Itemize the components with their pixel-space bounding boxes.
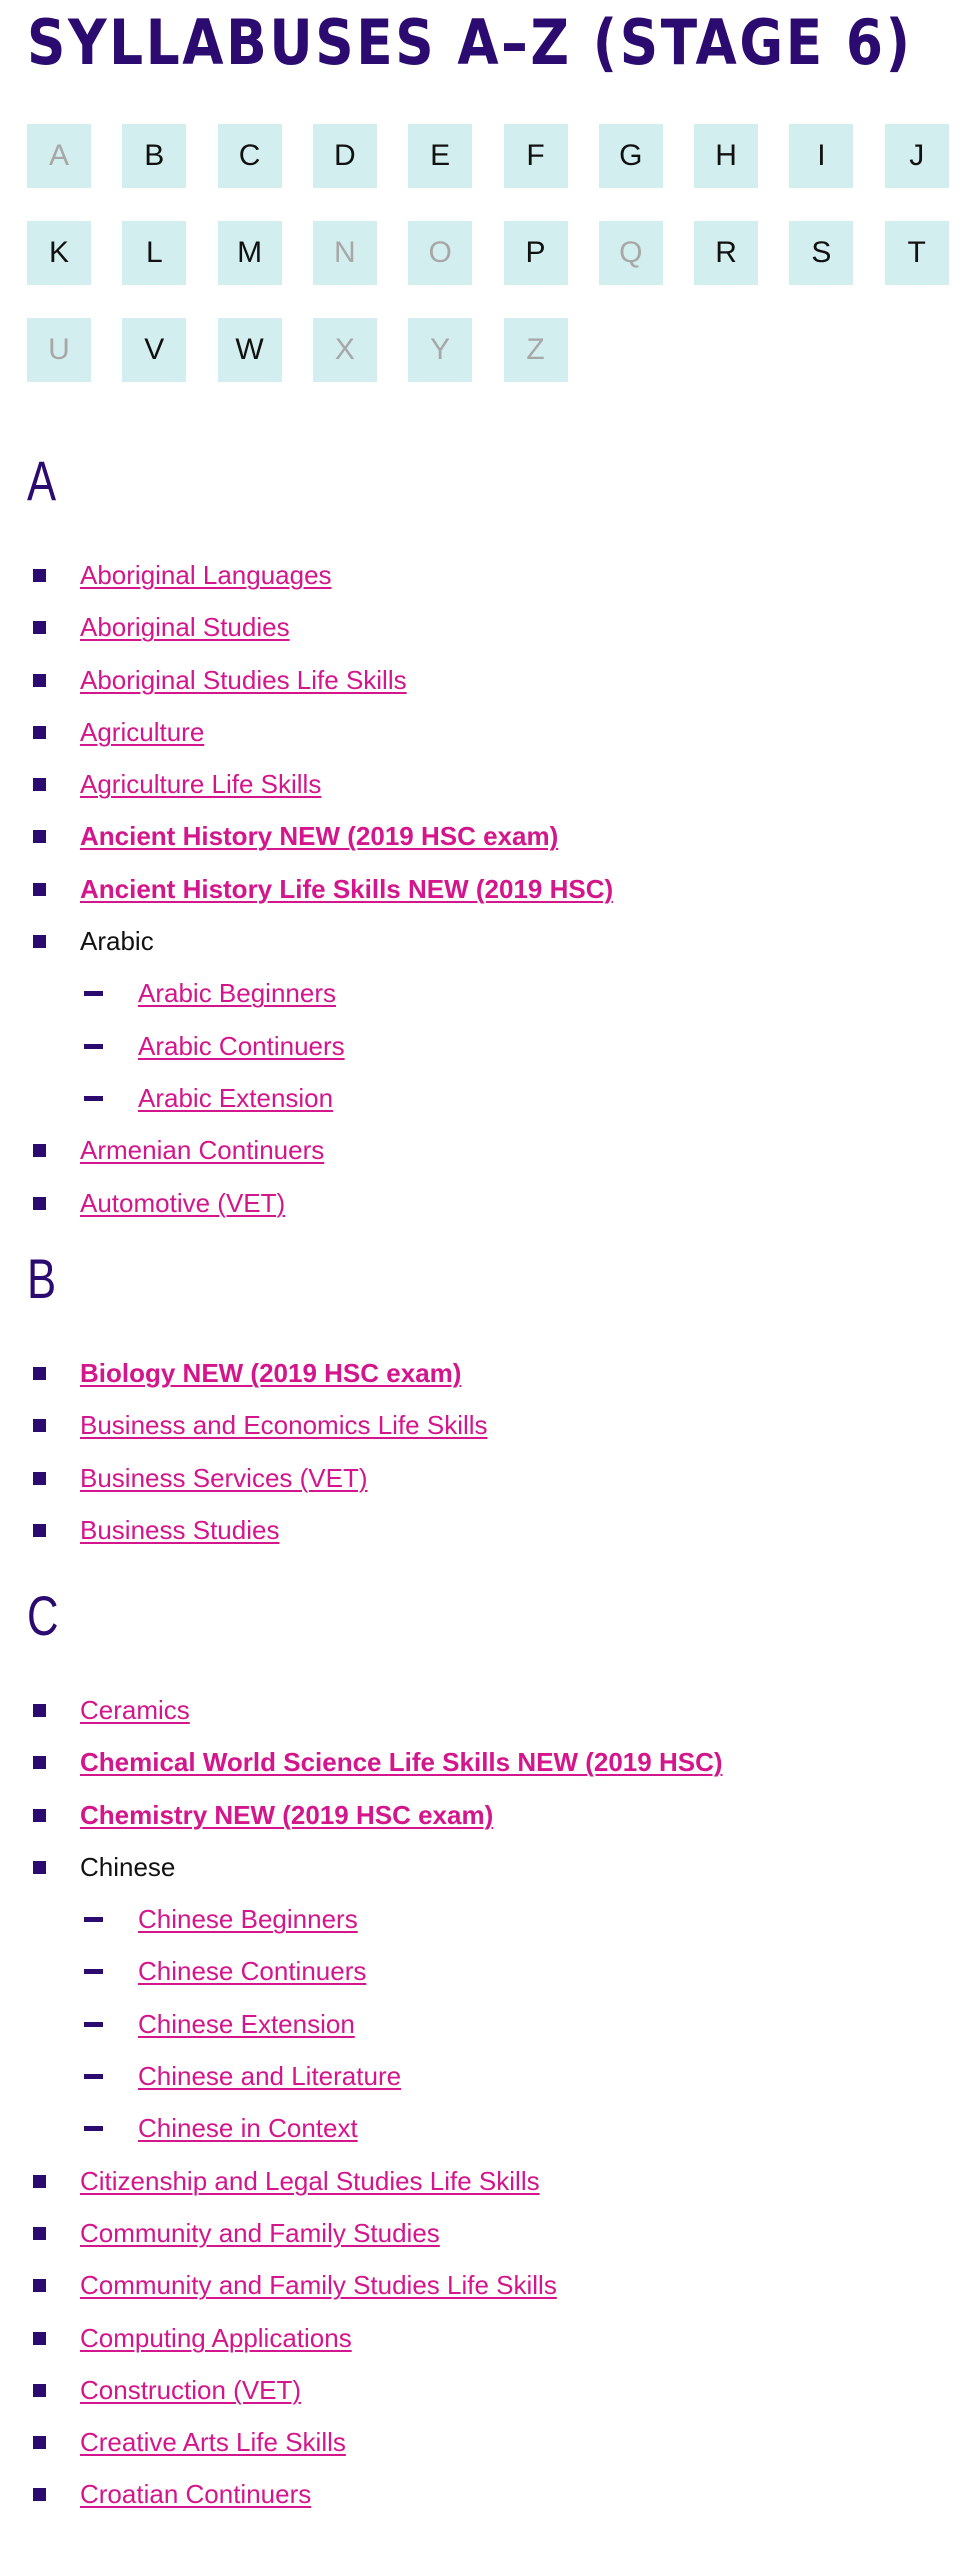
list-item [0,548,972,600]
square-bullet-icon [33,2436,46,2449]
letter-tile-p[interactable]: P [504,221,568,285]
section-heading-c: C [27,1584,59,1647]
square-bullet-icon [33,1367,46,1380]
list-item [0,1346,972,1398]
subject-link[interactable]: Aboriginal Studies [80,612,290,643]
subject-link[interactable]: Citizenship and Legal Studies Life Skills [80,2165,540,2196]
sub-list-item [0,1071,972,1123]
letter-tile-x: X [313,318,377,382]
list-item [0,2311,972,2363]
list-item [0,914,972,966]
list-item [0,1123,972,1175]
square-bullet-icon [33,2175,46,2188]
sub-list-item [0,1944,972,1996]
list-item [0,2206,972,2258]
letter-tile-z: Z [504,318,568,382]
list-item [0,1176,972,1228]
list-item [0,653,972,705]
subject-link[interactable]: Chemistry NEW (2019 HSC exam) [80,1799,494,1830]
square-bullet-icon [33,1419,46,1432]
dash-bullet-icon [84,1917,103,1922]
square-bullet-icon [33,1704,46,1717]
section-heading-a: A [27,449,57,512]
subject-link[interactable]: Construction (VET) [80,2374,302,2405]
subject-link[interactable]: Ancient History NEW (2019 HSC exam) [80,821,559,852]
square-bullet-icon [33,883,46,896]
letter-tile-t[interactable]: T [885,221,949,285]
az-row [27,124,972,221]
square-bullet-icon [33,1197,46,1210]
square-bullet-icon [33,2332,46,2345]
sub-list-item [0,966,972,1018]
subject-link[interactable]: Ceramics [80,1695,190,1725]
subject-link[interactable]: Ancient History Life Skills NEW (2019 HSC) [80,873,614,904]
list-item [0,1683,972,1735]
letter-tile-c[interactable]: C [218,124,282,188]
subject-link[interactable]: Chinese Beginners [138,1904,358,1935]
subject-link[interactable]: Automotive (VET) [80,1187,286,1218]
dash-bullet-icon [84,1969,103,1974]
subject-link[interactable]: Agriculture [80,716,205,747]
subject-link[interactable]: Arabic Continuers [138,1030,345,1061]
subject-link[interactable]: Creative Arts Life Skills [80,2427,346,2458]
subject-link[interactable]: Chinese Extension [138,2008,355,2039]
letter-tile-r[interactable]: R [694,221,758,285]
page-title: SYLLABUSES A–Z (STAGE 6) [27,6,913,79]
subject-link[interactable]: Agriculture Life Skills [80,769,322,800]
sub-list-item [0,2101,972,2153]
square-bullet-icon [33,830,46,843]
subject-link[interactable]: Aboriginal Languages [80,560,332,590]
list-item [0,1503,972,1555]
subject-link[interactable]: Computing Applications [80,2322,352,2353]
square-bullet-icon [33,2384,46,2397]
letter-tile-s[interactable]: S [789,221,853,285]
square-bullet-icon [33,935,46,948]
dash-bullet-icon [84,1096,103,1101]
square-bullet-icon [33,569,46,582]
subject-link[interactable]: Biology NEW (2019 HSC exam) [80,1358,462,1388]
dash-bullet-icon [84,2074,103,2079]
subject-group-label: Arabic [80,926,154,957]
subject-link[interactable]: Business and Economics Life Skills [80,1410,488,1441]
square-bullet-icon [33,621,46,634]
letter-tile-o: O [408,221,472,285]
az-row [27,221,972,318]
subject-group-label: Chinese [80,1851,176,1882]
square-bullet-icon [33,1756,46,1769]
square-bullet-icon [33,726,46,739]
subject-link[interactable]: Arabic Extension [138,1082,334,1113]
dash-bullet-icon [84,1044,103,1049]
square-bullet-icon [33,1144,46,1157]
section-heading-b: B [27,1247,57,1310]
subject-list-b [0,1346,972,1555]
square-bullet-icon [33,2227,46,2240]
square-bullet-icon [33,778,46,791]
square-bullet-icon [33,1472,46,1485]
square-bullet-icon [33,1809,46,1822]
sub-list-item [0,1019,972,1071]
square-bullet-icon [33,674,46,687]
sub-list-item [0,1997,972,2049]
letter-tile-e[interactable]: E [408,124,472,188]
dash-bullet-icon [84,991,103,996]
subject-link[interactable]: Armenian Continuers [80,1135,325,1166]
subject-link[interactable]: Chinese Continuers [138,1956,367,1987]
list-item [0,1840,972,1892]
letter-tile-w[interactable]: W [218,318,282,382]
subject-link[interactable]: Chemical World Science Life Skills NEW (2019 HSC) [80,1747,723,1778]
square-bullet-icon [33,2279,46,2292]
letter-tile-d[interactable]: D [313,124,377,188]
letter-tile-b[interactable]: B [122,124,186,188]
subject-link[interactable]: Chinese and Literature [138,2061,402,2092]
list-item [0,2467,972,2519]
letter-tile-h[interactable]: H [694,124,758,188]
list-item [0,2154,972,2206]
letter-tile-q: Q [599,221,663,285]
letter-tile-f[interactable]: F [504,124,568,188]
letter-tile-i[interactable]: I [789,124,853,188]
subject-link[interactable]: Croatian Continuers [80,2479,312,2510]
subject-link[interactable]: Business Studies [80,1514,280,1545]
letter-tile-n: N [313,221,377,285]
subject-list-c [0,1683,972,2520]
subject-link[interactable]: Community and Family Studies Life Skills [80,2270,557,2301]
sub-list-item [0,1892,972,1944]
subject-link[interactable]: Community and Family Studies [80,2217,440,2248]
list-item [0,1398,972,1450]
square-bullet-icon [33,2488,46,2501]
list-item [0,1788,972,1840]
letter-tile-l[interactable]: L [122,221,186,285]
letter-tile-v[interactable]: V [122,318,186,382]
square-bullet-icon [33,1524,46,1537]
list-item [0,1735,972,1787]
az-row [27,318,972,415]
letter-tile-k[interactable]: K [27,221,91,285]
subject-link[interactable]: Arabic Beginners [138,978,336,1009]
subject-link[interactable]: Business Services (VET) [80,1462,368,1493]
subject-list-a [0,548,972,1228]
subject-link[interactable]: Chinese in Context [138,2113,358,2144]
az-letter-nav [27,124,972,415]
list-item [0,2363,972,2415]
dash-bullet-icon [84,2022,103,2027]
list-item [0,2258,972,2310]
list-item [0,1451,972,1503]
square-bullet-icon [33,1861,46,1874]
list-item [0,809,972,861]
list-item [0,757,972,809]
list-item [0,862,972,914]
sub-list-item [0,2049,972,2101]
letter-tile-a: A [27,124,91,188]
subject-link[interactable]: Aboriginal Studies Life Skills [80,664,407,695]
letter-tile-u: U [27,318,91,382]
letter-tile-m[interactable]: M [218,221,282,285]
list-item [0,600,972,652]
dash-bullet-icon [84,2126,103,2131]
list-item [0,2415,972,2467]
letter-tile-j[interactable]: J [885,124,949,188]
list-item [0,705,972,757]
letter-tile-g[interactable]: G [599,124,663,188]
letter-tile-y: Y [408,318,472,382]
